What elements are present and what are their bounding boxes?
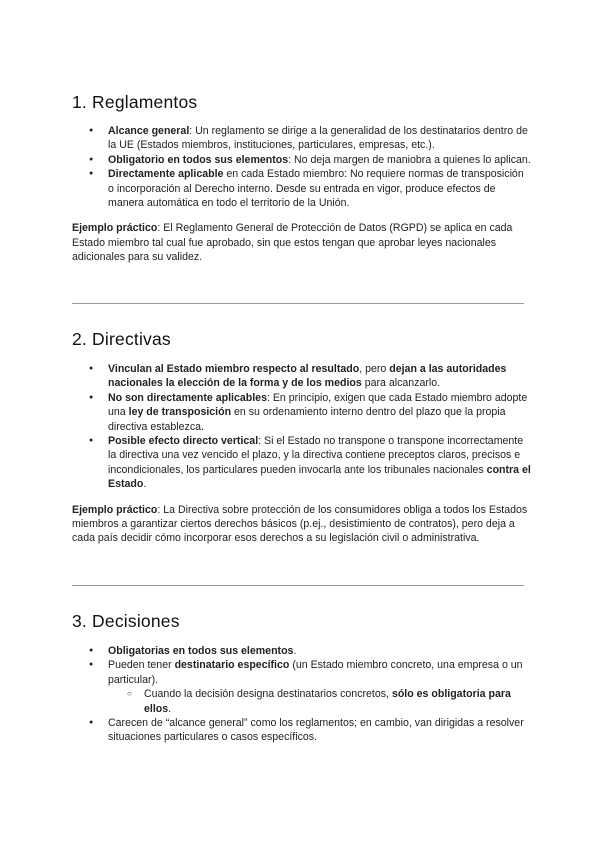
section-heading-directivas: 2. Directivas <box>72 329 171 349</box>
term: Directamente aplicable <box>108 168 224 181</box>
term: No son directamente aplicables <box>108 391 267 404</box>
term: dejan a las autoridades nacionales la elección de la forma y de los medios <box>108 363 507 390</box>
bullet-list <box>72 362 532 492</box>
text: : Un reglamento se dirige a la generalidad de los destinatarios dentro de la UE (Estados miembros, instituciones, particulares, empresas, etc.). <box>108 125 528 152</box>
text: . <box>143 478 147 491</box>
section-body-reglamentos <box>72 124 532 265</box>
text: : No deja margen de maniobra a quienes lo aplican. <box>288 153 531 166</box>
list-item <box>72 434 532 492</box>
term: sólo es obligatoria para ellos <box>144 688 511 715</box>
section-body-decisiones <box>72 644 532 745</box>
list-item <box>72 167 532 210</box>
text: Carecen de “alcance general” como los reglamentos; en cambio, van dirigidas a resolver situaciones particulares o casos específicos. <box>108 717 524 744</box>
text: : En principio, exigen que cada Estado miembro adopte una <box>108 391 528 419</box>
text: : La Directiva sobre protección de los consumidores obliga a todos los Estados miembros a garantizar ciertos derechos básicos (p.ej., desistimiento de contratos), pero deja a cada país decidir cómo incorporar esos derechos a su legislación civil o administrativa. <box>72 503 528 545</box>
text: para alcanzarlo. <box>361 377 441 390</box>
text: . <box>293 645 297 657</box>
divider <box>72 585 524 586</box>
text: : Si el Estado no transpone o transpone incorrectamente la directiva una vez vencido el plazo, y la directiva contiene preceptos claros, precisos e incondicionales, los particulares pueden invocarla ante los tribunales nacionales <box>108 435 524 476</box>
section-heading-reglamentos: 1. Reglamentos <box>72 92 198 112</box>
term: destinatario específico <box>174 659 290 672</box>
list-item <box>72 658 532 687</box>
bullet-list <box>72 644 532 745</box>
sub-list-item <box>72 687 532 716</box>
list-item <box>72 391 532 434</box>
text: (un Estado miembro concreto, una empresa o un particular). <box>108 659 523 686</box>
term: Posible efecto directo vertical <box>108 435 259 448</box>
example-label: Ejemplo práctico <box>72 503 158 516</box>
text: , pero <box>359 363 390 375</box>
text: Cuando la decisión designa destinatarios concretos, <box>144 688 392 701</box>
term: Obligatorias en todos sus elementos <box>108 645 294 657</box>
example-paragraph <box>72 221 532 264</box>
term: ley de transposición <box>128 406 232 419</box>
section-heading-decisiones: 3. Decisiones <box>72 611 180 631</box>
text: . <box>168 702 172 715</box>
list-item <box>72 124 532 153</box>
term: Obligatorio en todos sus elementos <box>108 153 289 166</box>
text: en cada Estado miembro: No requiere normas de transposición o incorporación al Derecho interno. Desde su entrada en vigor, produce efectos de manera automática en todo el territorio de la Unión. <box>108 168 524 210</box>
term: contra el Estado <box>108 463 531 491</box>
list-item <box>72 716 532 745</box>
list-item <box>72 644 532 658</box>
text: Pueden tener <box>108 659 175 672</box>
term: Alcance general <box>108 125 190 137</box>
list-item <box>72 362 532 391</box>
text: : El Reglamento General de Protección de Datos (RGPD) se aplica en cada Estado miembro tal cual fue aprobado, sin que estos tengan que aprobar leyes nacionales adicionales para su validez. <box>72 222 513 264</box>
section-body-directivas <box>72 362 532 546</box>
term: Vinculan al Estado miembro respecto al resultado <box>108 363 360 375</box>
list-item <box>72 153 532 167</box>
text: en su ordenamiento interno dentro del plazo que la propia directiva establezca. <box>108 406 506 433</box>
divider <box>72 303 524 304</box>
example-paragraph <box>72 503 532 546</box>
example-label: Ejemplo práctico <box>72 222 158 235</box>
bullet-list <box>72 124 532 210</box>
